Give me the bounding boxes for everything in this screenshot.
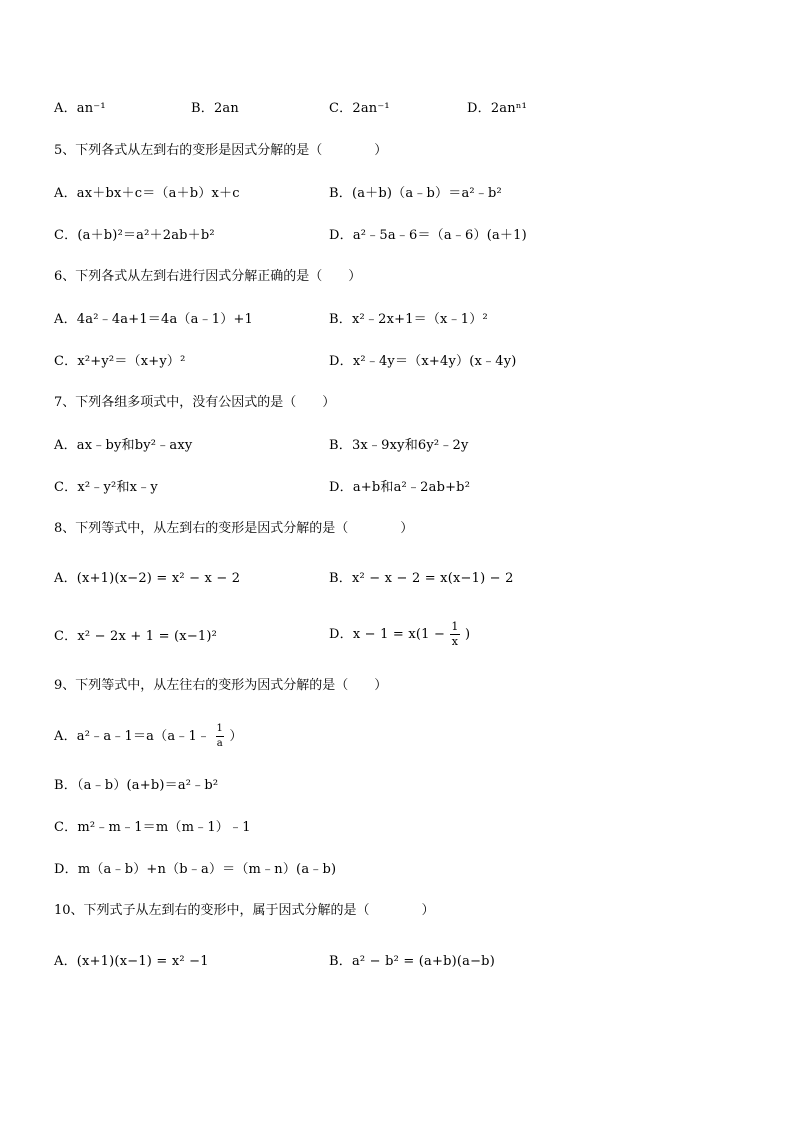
q9-option-a-numerator: 1 bbox=[216, 722, 225, 737]
q7-option-c: C．x²﹣y²和x﹣y bbox=[54, 480, 158, 495]
q9-option-a-fraction bbox=[216, 722, 225, 751]
q8-option-d-denominator: x bbox=[451, 635, 459, 648]
q10-stem: 10、下列式子从左到右的变形中，属于因式分解的是（ ） bbox=[54, 903, 435, 918]
q6-option-c: C．x²+y²＝（x+y）² bbox=[54, 354, 186, 369]
q6-stem: 6、下列各式从左到右进行因式分解正确的是（ ） bbox=[54, 269, 362, 284]
q5-option-a: A．ax＋bx＋c＝（a＋b）x＋c bbox=[54, 186, 240, 201]
q4-option-d: D．2anⁿ¹ bbox=[467, 101, 528, 116]
q6-option-a: A．4a²﹣4a+1＝4a（a﹣1）+1 bbox=[54, 312, 254, 327]
q9-option-c: C．m²﹣m﹣1＝m（m﹣1）﹣1 bbox=[54, 820, 251, 835]
q9-option-a-suffix: ） bbox=[229, 728, 243, 744]
q8-option-d-prefix: D．x − 1 = x(1 − bbox=[329, 626, 446, 642]
q5-stem: 5、下列各式从左到右的变形是因式分解的是（ ） bbox=[54, 143, 388, 158]
q6-option-d: D．x²﹣4y＝（x+4y）(x﹣4y) bbox=[329, 354, 517, 369]
q9-option-b: B．（a﹣b）(a+b)＝a²﹣b² bbox=[54, 778, 219, 793]
q7-option-d: D．a+b和a²﹣2ab+b² bbox=[329, 480, 471, 495]
q4-option-a: A．an⁻¹ bbox=[54, 101, 106, 116]
q5-option-d: D．a²﹣5a﹣6＝（a﹣6）(a＋1) bbox=[329, 228, 527, 243]
q9-option-a-denominator: a bbox=[216, 738, 223, 749]
q8-option-d-suffix: ) bbox=[464, 626, 471, 642]
q8-option-b: B．x² − x − 2 = x(x−1) − 2 bbox=[329, 571, 514, 586]
q6-option-b: B．x²﹣2x+1＝（x﹣1）² bbox=[329, 312, 488, 327]
q9-option-a-prefix: A．a²﹣a﹣1＝a（a﹣1﹣ bbox=[54, 728, 211, 744]
q4-option-b: B．2an bbox=[191, 101, 239, 116]
q8-option-c: C．x² − 2x + 1 = (x−1)² bbox=[54, 629, 218, 644]
q8-option-d-fraction bbox=[450, 620, 459, 649]
q7-stem: 7、下列各组多项式中，没有公因式的是（ ） bbox=[54, 395, 336, 410]
q9-option-a bbox=[54, 722, 243, 751]
q7-option-a: A．ax﹣by和by²﹣axy bbox=[54, 438, 193, 453]
q4-option-c: C．2an⁻¹ bbox=[329, 101, 390, 116]
q8-option-d-numerator: 1 bbox=[451, 620, 459, 633]
q10-option-b: B．a² − b² = (a+b)(a−b) bbox=[329, 954, 495, 969]
q9-option-d: D．m（a﹣b）+n（b﹣a）＝（m﹣n）(a﹣b) bbox=[54, 862, 337, 877]
q8-option-d bbox=[329, 620, 470, 649]
q9-stem: 9、下列等式中，从左往右的变形为因式分解的是（ ） bbox=[54, 678, 388, 693]
q8-stem: 8、下列等式中，从左到右的变形是因式分解的是（ ） bbox=[54, 521, 414, 536]
q5-option-b: B．(a＋b)（a﹣b）＝a²﹣b² bbox=[329, 186, 502, 201]
q5-option-c: C．(a＋b)²＝a²＋2ab＋b² bbox=[54, 228, 215, 243]
q8-option-a: A．(x+1)(x−2) = x² − x − 2 bbox=[54, 571, 241, 586]
q7-option-b: B．3x﹣9xy和6y²﹣2y bbox=[329, 438, 469, 453]
q10-option-a: A．(x+1)(x−1) = x² −1 bbox=[54, 954, 209, 969]
